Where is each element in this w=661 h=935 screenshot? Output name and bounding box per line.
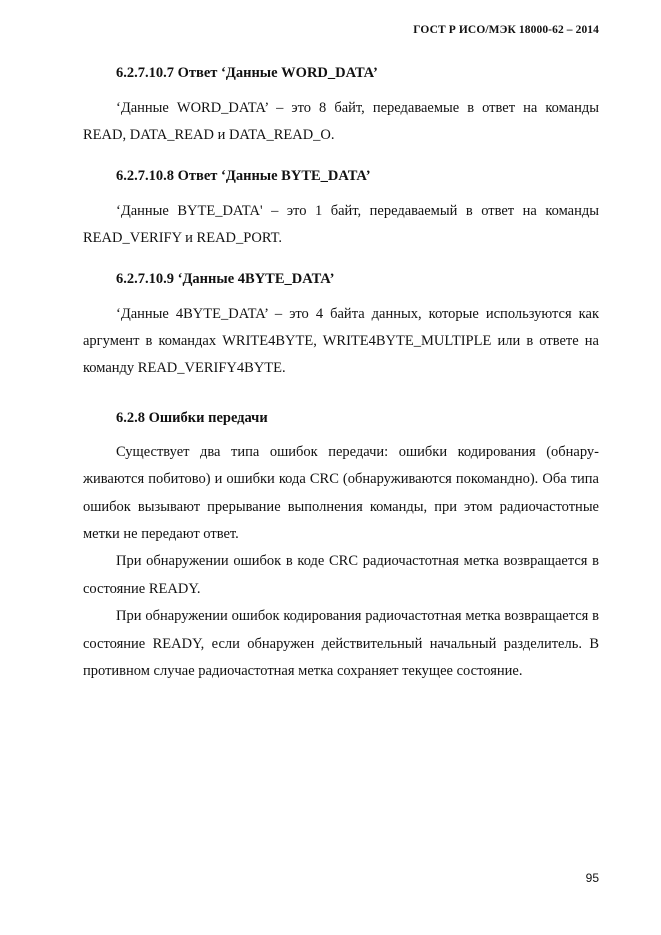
paragraph-error-types: Существует два типа ошибок передачи: ошибки кодирования (обнаруживаются побитово) и ошибки кода CRC (обнаруживаются покомандно). Оба типа ошибок вызывают прерывание выполнения команды, при этом радиочастотные метки не передают ответ. [83,443,599,543]
paragraph-word-data: ‘Данные WORD_DATA’ – это 8 байт, передаваемые в ответ на команды READ, DATA_READ и DATA_READ_O. [83,100,599,144]
section-heading-4byte-data: 6.2.7.10.9 ‘Данные 4BYTE_DATA’ [116,270,335,287]
paragraph-crc-errors: При обнаружении ошибок в коде CRC радиочастотная метка возвращается в состояние READY. [83,553,599,597]
section-heading-word-data: 6.2.7.10.7 Ответ ‘Данные WORD_DATA’ [116,65,378,81]
section-heading-byte-data: 6.2.7.10.8 Ответ ‘Данные BYTE_DATA’ [116,167,371,184]
section-heading-transmission-errors: 6.2.8 Ошибки передачи [116,409,268,426]
page-body [83,60,599,686]
paragraph-byte-data: ‘Данные BYTE_DATA' – это 1 байт, передаваемый в ответ на команды READ_VERIFY и READ_PORT. [83,202,599,247]
paragraph-coding-errors: При обнаружении ошибок кодирования радиочастотная метка возвращается в состояние READY, если обнаружен действительный начальный разделитель. В противном случае радиочастотная метка сохраняет текущее состояние. [83,608,599,680]
page-number: 95 [585,871,599,885]
paragraph-4byte-data: ‘Данные 4BYTE_DATA’ – это 4 байта данных, которые используются как аргумент в командах WRITE4BYTE, WRITE4BYTE_MULTIPLE или в ответе на команду READ_VERIFY4BYTE. [83,305,599,377]
document-header: ГОСТ Р ИСО/МЭК 18000-62 – 2014 [413,24,599,36]
